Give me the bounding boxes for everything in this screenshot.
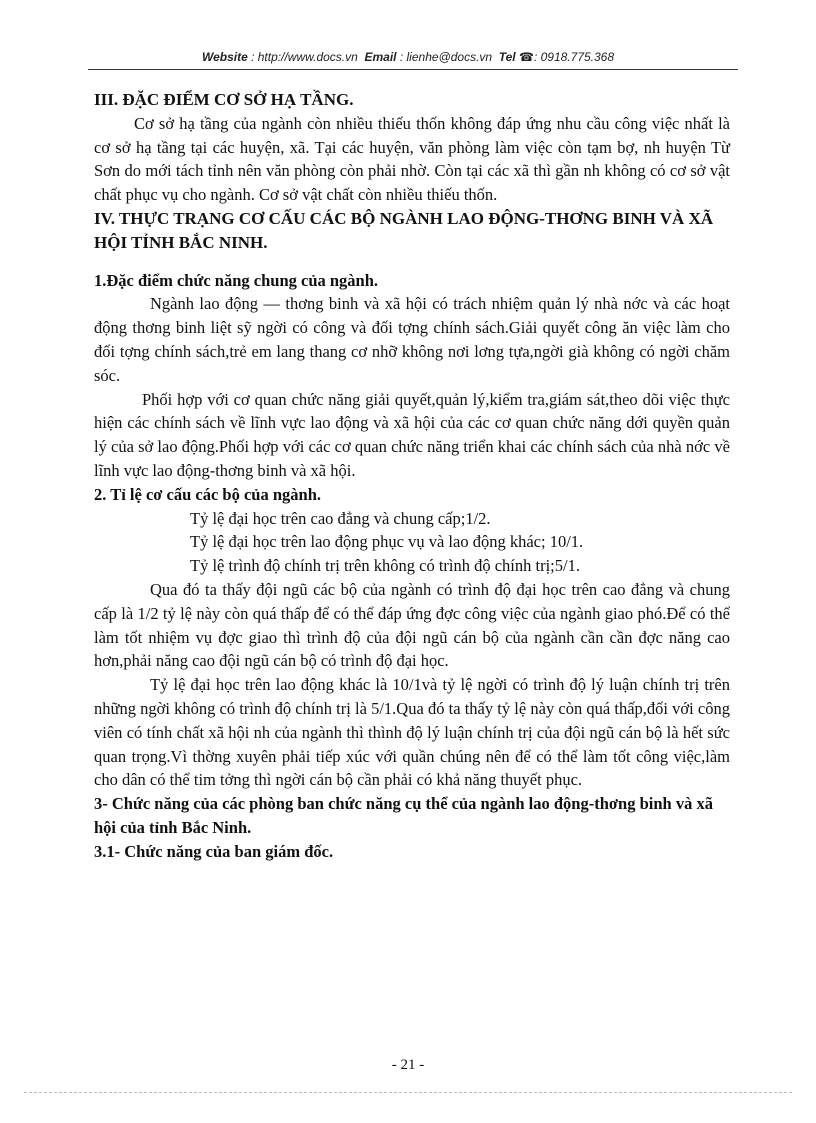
ratio-line-1: Tỷ lệ đại học trên cao đẳng và chung cấp;1/2. bbox=[190, 508, 491, 528]
email-value: : lienhe@docs.vn bbox=[399, 50, 493, 64]
subsection-3-1-heading: 3.1- Chức năng của ban giám đốc. bbox=[94, 841, 334, 861]
section-3-heading: III. ĐẶC ĐIỂM CƠ SỞ HẠ TẦNG. bbox=[94, 90, 354, 109]
section-4-heading: IV. THỰC TRẠNG CƠ CẤU CÁC BỘ NGÀNH LAO ĐỘNG-THƠNG BINH VÀ XÃ HỘI TỈNH BẮC NINH. bbox=[94, 208, 714, 252]
subsection-3-heading: 3- Chức năng của các phòng ban chức năng cụ thể của ngành lao động-thơng binh và xã hội của tỉnh Bắc Ninh. bbox=[94, 794, 713, 837]
footer-divider bbox=[24, 1092, 792, 1093]
subsection-2-paragraph-1: Qua đó ta thấy đội ngũ các bộ của ngành có trình độ đại học trên cao đẳng và chung cấp là 1/2 tỷ lệ này còn quá thấp để có thể đáp ứng đợc công việc của ngành giao phó.Để có thể làm tốt nhiệm vụ đợc giao thì trình độ của đội ngũ cán bộ của ngành cần cần đợc năng cao hơn,phải năng cao đội ngũ cán bộ có trình độ đại học. bbox=[94, 579, 730, 671]
page-header bbox=[0, 50, 816, 64]
document-body bbox=[94, 88, 730, 864]
subsection-2-paragraph-2: Tỷ lệ đại học trên lao động khác là 10/1và tỷ lệ ngời có trình độ lý luận chính trị trên những ngời không có trình độ chính trị là 5/1.Qua đó ta thấy tỷ lệ này còn quá thấp,đối với công viên có tính chất xã hội nh của ngành thì thình độ lý luận chính trị của đội ngũ cán bộ là hết sức quan trọng.Vì thờng xuyên phải tiếp xúc với quần chúng nên để có thể làm tốt công việc,làm cho dân có thể tim tởng thì ngời cán bộ cần phải có khả năng thuyết phục. bbox=[94, 675, 730, 790]
phone-icon: ☎ bbox=[519, 50, 534, 64]
tel-value: : 0918.775.368 bbox=[533, 50, 615, 64]
section-3-paragraph: Cơ sở hạ tầng của ngành còn nhiều thiếu thốn không đáp ứng nhu cầu công việc nhất là cơ sở hạ tầng tại các huyện, xã. Tại các huyện, văn phòng làm việc còn tạm bợ, nh huyện Từ Sơn do mới tách tỉnh nên văn phòng còn phải nhờ. Còn tại các xã thì gần nh không có cơ sở vật chất phục vụ cho ngành. Cơ sở vật chất còn nhiều thiếu thốn. bbox=[94, 113, 730, 205]
tel-label: Tel bbox=[498, 50, 516, 64]
ratio-line-3: Tỷ lệ trình độ chính trị trên không có trình độ chính trị;5/1. bbox=[190, 556, 580, 576]
website-value: : http://www.docs.vn bbox=[251, 50, 358, 64]
website-label: Website bbox=[201, 50, 248, 64]
ratio-line-2: Tỷ lệ đại học trên lao động phục vụ và lao động khác; 10/1. bbox=[190, 532, 584, 552]
page-number: - 21 - bbox=[391, 1057, 425, 1073]
subsection-1-heading: 1.Đặc điểm chức năng chung của ngành. bbox=[94, 270, 379, 290]
header-divider bbox=[88, 69, 738, 70]
subsection-2-heading: 2. Tỉ lệ cơ cấu các bộ của ngành. bbox=[94, 484, 322, 504]
email-label: Email bbox=[364, 50, 397, 64]
subsection-1-paragraph-1: Ngành lao động — thơng binh và xã hội có trách nhiệm quản lý nhà nớc và các hoạt động thơng binh liệt sỹ ngời có công và đối tợng chính sách.Giải quyết công ăn việc làm cho đối tợng chính sách,trẻ em lang thang cơ nhỡ không nơi lơng tựa,ngời già không có ngời chăm sóc. bbox=[94, 294, 730, 385]
subsection-1-paragraph-2: Phối hợp với cơ quan chức năng giải quyết,quản lý,kiểm tra,giám sát,theo dõi việc thực hiện các chính sách về lĩnh vực lao động và xã hội của các cơ quan chức năng dới quyền quản lý của sở lao động.Phối hợp với các cơ quan chức năng triển khai các chính sách của nhà nớc về lĩnh vực lao động-thơng binh và xã hội. bbox=[94, 389, 730, 480]
